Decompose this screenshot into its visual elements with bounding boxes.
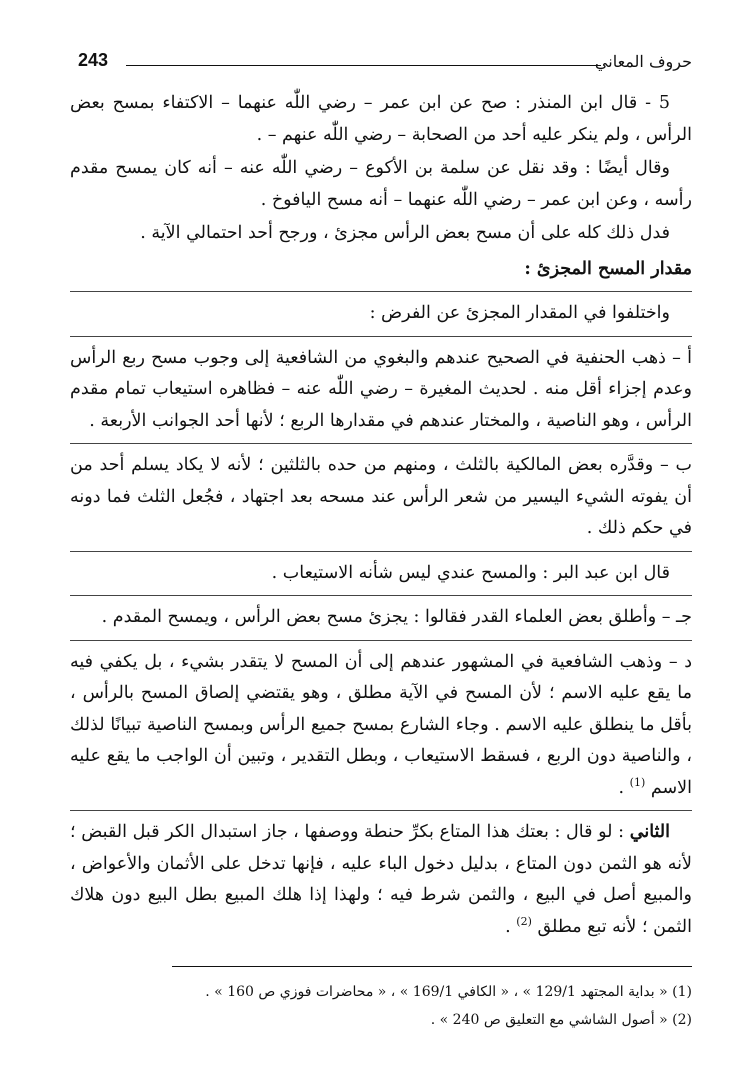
paragraph-7: قال ابن عبد البر : والمسح عندي ليس شأنه الاستيعاب .	[271, 562, 670, 583]
footnotes	[70, 978, 692, 1034]
divider	[70, 551, 692, 552]
divider	[70, 291, 692, 292]
page-body	[70, 88, 692, 945]
running-title: حروف المعاني	[594, 52, 692, 71]
divider	[70, 595, 692, 596]
divider	[70, 810, 692, 811]
divider	[70, 336, 692, 337]
header-rule	[126, 65, 601, 66]
paragraph-6: ب – وقدَّره بعض المالكية بالثلث ، ومنهم من حده بالثلثين ؛ لأنه لا يكاد يسلم أحد من أن يفوته الشيء اليسير من شعر الرأس عند مسحه بعد اجتهاد ، فجُعل الثلث فما دونه في حكم ذلك .	[70, 455, 692, 538]
book-page	[70, 48, 692, 1068]
paragraph-10-text: : لو قال : بعتك هذا المتاع بكرِّ حنطة ووصفها ، جاز استبدال الكر قبل القبض ؛ لأنه هو الثمن دون المتاع ، بدليل دخول الباء عليه ، فإنها تدخل على الأثمان والأعواض ، والمبيع أصل في البيع ، والثمن شرط فيه ؛ ولهذا إذا هلك المبيع بطل البيع دون هلاك الثمن ؛ لأنه تبع مطلق	[70, 822, 692, 937]
page-header	[70, 48, 692, 74]
paragraph-9-text: د – وذهب الشافعية في المشهور عندهم إلى أن المسح لا يتقدر بشيء ، بل يكفي فيه ما يقع عليه الاسم ؛ لأن المسح في الآية مطلق ، وهو يقتضي إلصاق المسح بالرأس ، بأقل ما ينطلق عليه الاسم . وجاء الشارع بمسح جميع الرأس وبمسح الناصية تبيانًا لذلك ، والناصية دون الربع ، فسقط الاستيعاب ، وبطل التقدير ، وتبين أن الواجب ما يقع عليه الاسم	[70, 651, 692, 798]
paragraph-10-lead: الثاني	[629, 822, 670, 842]
footnote-rule	[172, 966, 692, 967]
footnote-ref-1: (1)	[629, 775, 646, 789]
footnote-2: (2) « أصول الشاشي مع التعليق ص 240 » .	[430, 1012, 692, 1028]
paragraph-10: الثاني : لو قال : بعتك هذا المتاع بكرِّ حنطة ووصفها ، جاز استبدال الكر قبل القبض ؛ لأنه هو الثمن دون المتاع ، بدليل دخول الباء عليه ، فإنها تدخل على الأثمان والأعواض ، والمبيع أصل في البيع ، والثمن شرط فيه ؛ ولهذا إذا هلك المبيع بطل البيع دون هلاك الثمن ؛ لأنه تبع مطلق $^{(2)}$ .	[70, 822, 692, 937]
page-number: 243	[78, 50, 109, 70]
paragraph-1: 5 - قال ابن المنذر : صح عن ابن عمر – رضي اللّٰه عنهما – الاكتفاء بمسح بعض الرأس ، ولم ينكر عليه أحد من الصحابة – رضي اللّٰه عنهم – .	[70, 93, 692, 145]
paragraph-4: واختلفوا في المقدار المجزئ عن الفرض :	[369, 303, 670, 323]
paragraph-3: فدل ذلك كله على أن مسح بعض الرأس مجزئ ، ورجح أحد احتمالي الآية .	[140, 223, 670, 243]
divider	[70, 640, 692, 641]
section-heading: مقدار المسح المجزئ :	[524, 258, 692, 279]
footnote-ref-2: (2)	[516, 914, 532, 928]
paragraph-8: جـ – وأطلق بعض العلماء القدر فقالوا : يجزئ مسح بعض الرأس ، ويمسح المقدم .	[101, 607, 692, 627]
footnote-1: (1) « بداية المجتهد 129/1 » ، « الكافي 169/1 » ، « محاضرات فوزي ص 160 » .	[205, 984, 692, 1000]
paragraph-5: أ – ذهب الحنفية في الصحيح عندهم والبغوي من الشافعية إلى وجوب مسح ربع الرأس وعدم إجزاء أقل منه . لحديث المغيرة – رضي اللّٰه عنه – فظاهره استيعاب تمام مقدم الرأس ، وهو الناصية ، والمختار عندهم في مقدارها الربع ؛ لأنها أحد الجوانب الأربعة .	[70, 347, 692, 431]
paragraph-2: وقال أيضًا : وقد نقل عن سلمة بن الأكوع – رضي اللّٰه عنه – أنه كان يمسح مقدم رأسه ، وعن ابن عمر – رضي اللّٰه عنهما – أنه مسح اليافوخ .	[70, 158, 692, 210]
divider	[70, 443, 692, 444]
paragraph-9: د – وذهب الشافعية في المشهور عندهم إلى أن المسح لا يتقدر بشيء ، بل يكفي فيه ما يقع عليه الاسم ؛ لأن المسح في الآية مطلق ، وهو يقتضي إلصاق المسح بالرأس ، بأقل ما ينطلق عليه الاسم . وجاء الشارع بمسح جميع الرأس وبمسح الناصية تبيانًا لذلك ، والناصية دون الربع ، فسقط الاستيعاب ، وبطل التقدير ، وتبين أن الواجب ما يقع عليه الاسم $^{(1)}$ .	[70, 651, 692, 798]
